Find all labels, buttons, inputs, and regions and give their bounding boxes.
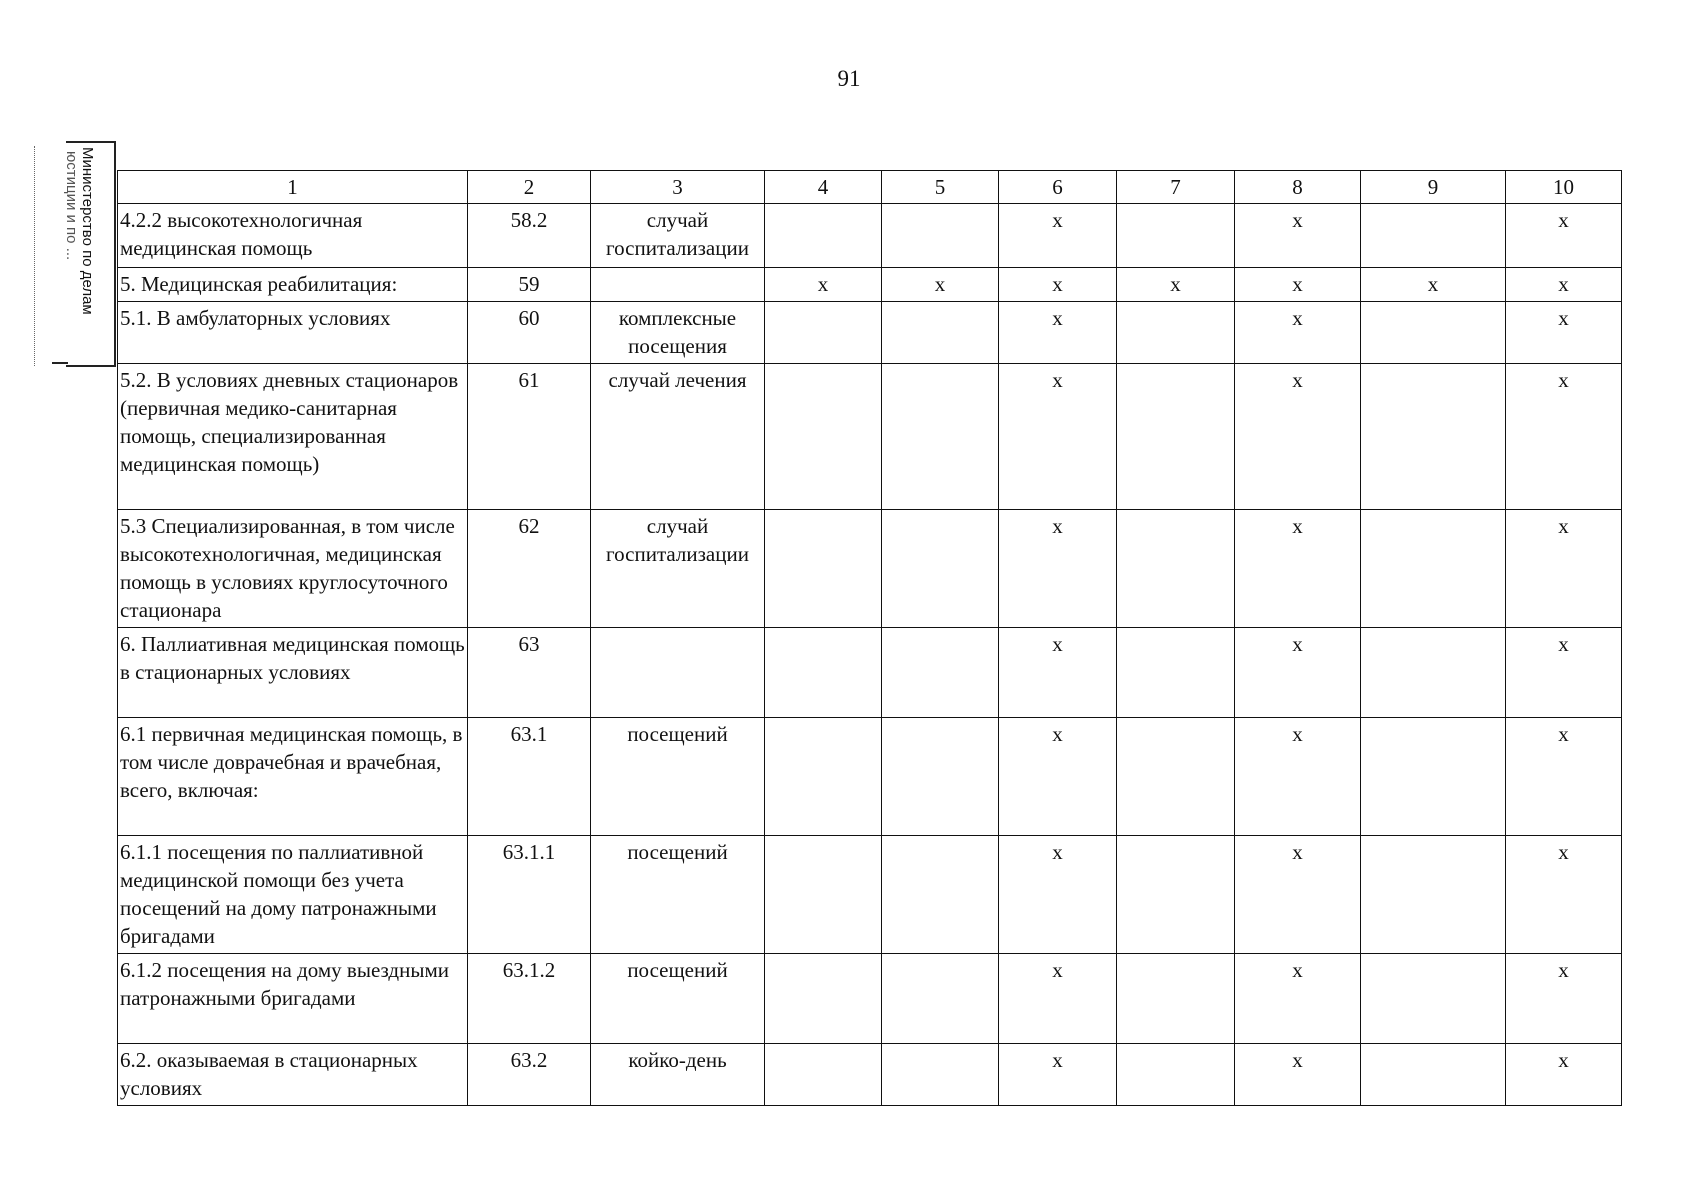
- col-8-cell: x: [1235, 268, 1361, 302]
- col-10-cell: x: [1506, 954, 1622, 1044]
- col-9-cell: [1361, 628, 1506, 718]
- col-8-cell: x: [1235, 364, 1361, 510]
- column-header: 8: [1235, 171, 1361, 204]
- column-header: 3: [591, 171, 765, 204]
- row-unit-cell: случай лечения: [591, 364, 765, 510]
- table-row: [118, 628, 1622, 718]
- col-10-cell: x: [1506, 302, 1622, 364]
- col-5-cell: [882, 510, 999, 628]
- col-9-cell: [1361, 836, 1506, 954]
- col-6-cell: x: [999, 836, 1117, 954]
- column-header: 9: [1361, 171, 1506, 204]
- column-header: 5: [882, 171, 999, 204]
- col-9-cell: [1361, 1044, 1506, 1106]
- row-unit-cell: случай госпитализации: [591, 204, 765, 268]
- table-row: [118, 836, 1622, 954]
- col-7-cell: [1117, 364, 1235, 510]
- table-row: [118, 1044, 1622, 1106]
- row-code-cell: 60: [468, 302, 591, 364]
- col-6-cell: x: [999, 628, 1117, 718]
- row-code-cell: 63.1.2: [468, 954, 591, 1044]
- col-9-cell: [1361, 302, 1506, 364]
- row-name-cell: 4.2.2 высокотехнологичная медицинская помощь: [118, 204, 468, 268]
- table-row: [118, 510, 1622, 628]
- col-4-cell: [765, 628, 882, 718]
- col-5-cell: [882, 1044, 999, 1106]
- col-8-cell: x: [1235, 718, 1361, 836]
- col-4-cell: [765, 954, 882, 1044]
- table-row: [118, 204, 1622, 268]
- row-unit-cell: койко-день: [591, 1044, 765, 1106]
- col-6-cell: x: [999, 1044, 1117, 1106]
- col-9-cell: [1361, 364, 1506, 510]
- registration-stamp: [63, 141, 116, 367]
- col-7-cell: [1117, 204, 1235, 268]
- col-6-cell: x: [999, 268, 1117, 302]
- col-6-cell: x: [999, 204, 1117, 268]
- row-name-cell: 5.3 Специализированная, в том числе высокотехнологичная, медицинская помощь в условиях круглосуточного стационара: [118, 510, 468, 628]
- row-code-cell: 63.1.1: [468, 836, 591, 954]
- col-8-cell: x: [1235, 204, 1361, 268]
- col-8-cell: x: [1235, 954, 1361, 1044]
- col-7-cell: [1117, 954, 1235, 1044]
- col-6-cell: x: [999, 954, 1117, 1044]
- col-10-cell: x: [1506, 268, 1622, 302]
- col-6-cell: x: [999, 510, 1117, 628]
- col-5-cell: [882, 628, 999, 718]
- col-9-cell: x: [1361, 268, 1506, 302]
- col-4-cell: x: [765, 268, 882, 302]
- col-10-cell: x: [1506, 1044, 1622, 1106]
- column-header: 1: [118, 171, 468, 204]
- col-10-cell: x: [1506, 204, 1622, 268]
- table-header-row: [118, 171, 1622, 204]
- column-header: 4: [765, 171, 882, 204]
- col-8-cell: x: [1235, 628, 1361, 718]
- col-7-cell: [1117, 628, 1235, 718]
- col-7-cell: x: [1117, 268, 1235, 302]
- table-row: [118, 302, 1622, 364]
- row-name-cell: 6. Паллиативная медицинская помощь в стационарных условиях: [118, 628, 468, 718]
- col-10-cell: x: [1506, 510, 1622, 628]
- row-name-cell: 5.1. В амбулаторных условиях: [118, 302, 468, 364]
- col-5-cell: [882, 204, 999, 268]
- row-name-cell: 6.1.2 посещения на дому выездными патронажными бригадами: [118, 954, 468, 1044]
- col-5-cell: [882, 836, 999, 954]
- report-table: [117, 170, 1622, 1106]
- col-10-cell: x: [1506, 628, 1622, 718]
- table-row: [118, 954, 1622, 1044]
- col-8-cell: x: [1235, 510, 1361, 628]
- col-6-cell: x: [999, 718, 1117, 836]
- col-5-cell: [882, 364, 999, 510]
- col-7-cell: [1117, 1044, 1235, 1106]
- col-4-cell: [765, 204, 882, 268]
- col-8-cell: x: [1235, 1044, 1361, 1106]
- row-name-cell: 6.1.1 посещения по паллиативной медицинской помощи без учета посещений на дому патронажными бригадами: [118, 836, 468, 954]
- col-9-cell: [1361, 954, 1506, 1044]
- column-header: 10: [1506, 171, 1622, 204]
- col-4-cell: [765, 302, 882, 364]
- stamp-text-line-1: Министерство по делам: [79, 147, 96, 315]
- col-7-cell: [1117, 836, 1235, 954]
- col-10-cell: x: [1506, 364, 1622, 510]
- col-4-cell: [765, 718, 882, 836]
- col-4-cell: [765, 836, 882, 954]
- row-unit-cell: [591, 628, 765, 718]
- row-code-cell: 59: [468, 268, 591, 302]
- col-5-cell: [882, 954, 999, 1044]
- col-5-cell: [882, 302, 999, 364]
- col-6-cell: x: [999, 364, 1117, 510]
- stamp-corner-mark: [52, 356, 68, 364]
- stamp-border-marks: [34, 146, 55, 366]
- column-header: 2: [468, 171, 591, 204]
- col-10-cell: x: [1506, 718, 1622, 836]
- row-name-cell: 5. Медицинская реабилитация:: [118, 268, 468, 302]
- col-4-cell: [765, 510, 882, 628]
- row-name-cell: 6.1 первичная медицинская помощь, в том числе доврачебная и врачебная, всего, включая:: [118, 718, 468, 836]
- row-name-cell: 5.2. В условиях дневных стационаров (первичная медико-санитарная помощь, специализированная медицинская помощь): [118, 364, 468, 510]
- col-7-cell: [1117, 510, 1235, 628]
- col-7-cell: [1117, 302, 1235, 364]
- column-header: 7: [1117, 171, 1235, 204]
- col-7-cell: [1117, 718, 1235, 836]
- col-4-cell: [765, 364, 882, 510]
- table-row: [118, 718, 1622, 836]
- col-8-cell: x: [1235, 302, 1361, 364]
- col-6-cell: x: [999, 302, 1117, 364]
- col-8-cell: x: [1235, 836, 1361, 954]
- row-code-cell: 63.1: [468, 718, 591, 836]
- page-number: 91: [837, 66, 861, 91]
- row-unit-cell: посещений: [591, 718, 765, 836]
- col-9-cell: [1361, 204, 1506, 268]
- row-unit-cell: посещений: [591, 954, 765, 1044]
- column-header: 6: [999, 171, 1117, 204]
- table-row: [118, 364, 1622, 510]
- col-10-cell: x: [1506, 836, 1622, 954]
- row-unit-cell: [591, 268, 765, 302]
- stamp-text-line-2: юстиции и по ...: [63, 151, 80, 261]
- row-code-cell: 63: [468, 628, 591, 718]
- col-9-cell: [1361, 510, 1506, 628]
- col-4-cell: [765, 1044, 882, 1106]
- col-9-cell: [1361, 718, 1506, 836]
- row-name-cell: 6.2. оказываемая в стационарных условиях: [118, 1044, 468, 1106]
- row-code-cell: 58.2: [468, 204, 591, 268]
- row-code-cell: 63.2: [468, 1044, 591, 1106]
- row-unit-cell: случай госпитализации: [591, 510, 765, 628]
- row-code-cell: 62: [468, 510, 591, 628]
- row-unit-cell: посещений: [591, 836, 765, 954]
- col-5-cell: [882, 718, 999, 836]
- table-row: [118, 268, 1622, 302]
- row-code-cell: 61: [468, 364, 591, 510]
- row-unit-cell: комплексные посещения: [591, 302, 765, 364]
- col-5-cell: x: [882, 268, 999, 302]
